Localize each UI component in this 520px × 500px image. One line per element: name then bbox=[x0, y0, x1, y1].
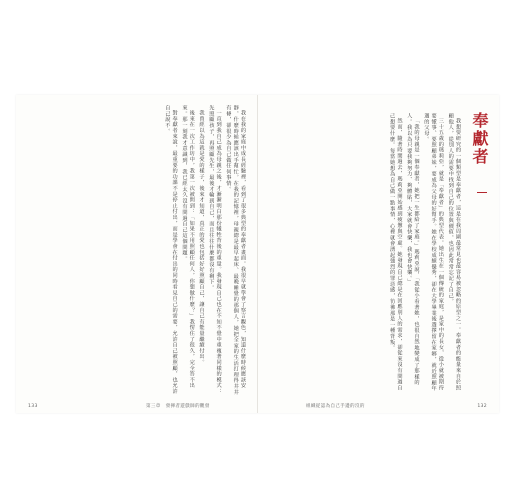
paragraph: 一直到我自己成為母親之後，才漸漸明白那份犧牲背後的重量。我發現自己也在不知不覺中重複著同樣的模式：先照顧孩子，再照顧先生，最後才輪到自己，而且往往什麼都沒有剩下。 bbox=[208, 105, 222, 395]
paragraph: 對奉獻者來說，最重要的功課不是停止付出，而是學會在付出的同時看見自己的需要，允許自己被照顧，也允許自己說不。 bbox=[164, 105, 178, 395]
left-page bbox=[16, 95, 257, 413]
paragraph: 後來在一次工作坊中，我第一次被問到：「如果不用照顧任何人，你想做什麼？」我愣住了很久，完全答不出來。那一刻我才意識到，我已經太久沒有問過自己這個問題。 bbox=[181, 105, 195, 389]
page-number-left: 133 bbox=[28, 404, 38, 409]
paragraph: 「我的母親是一個奉獻者，她把一生都給了家庭。」瑪莉亞說，「我從小看著她，也很自然地變成了那樣的人。我以為只要我夠努力、夠體貼，大家就會快樂，我也會快樂。」 bbox=[406, 113, 420, 386]
right-body-text bbox=[267, 113, 461, 394]
book-spread bbox=[16, 95, 499, 413]
paragraph: 我曾經以為這就是愛的樣子，後來才知道，真正的愛也包括好好照顧自己，讓自己有能量繼續付出。 bbox=[198, 110, 205, 366]
paragraph: 三十五歲的瑪莉亞，就是「奉獻者」的典型代表。她出生在一個傳統的家庭，是家中的長女，從小就被期待要懂事、要照顧弟妹，要成為父母的好幫手。她在學校成績優秀，卻在大學畢業後選擇留在家鄉，就近照顧年邁的父母。 bbox=[423, 113, 444, 392]
title-rule bbox=[477, 192, 487, 193]
paragraph: 我想要研究的一個類型是奉獻者，這是在我周圍最常見也最容易被忽略的原型之一。奉獻者的能量來自於照顧他人，從別人的需要中找到自己的位置與價值，也因此常常忘記了自己。 bbox=[447, 113, 461, 391]
left-body-text bbox=[18, 105, 246, 395]
paragraph: 我在我的家庭中成長經驗裡，看到了很多典型的奉獻者畫面。我很早就學會了察言觀色，知道什麼時候應該安靜，什麼時候應該出手幫忙。在我的記憶裡，母親總是最早起床、最晚睡覺的那個人，她把全家的生活打理得井井有條，卻很少為自己做任何事情。 bbox=[225, 105, 246, 395]
page-number-right: 132 bbox=[477, 404, 487, 409]
chapter-title: 奉獻者 bbox=[470, 112, 489, 166]
right-page bbox=[258, 95, 499, 413]
running-head-right: 組織從認為自己手邊的沒的 bbox=[306, 404, 365, 409]
paragraph: 然而，隨著時間過去，瑪莉亞開始感到疲憊與空虛。她發現自己總是在回應別人的需求，卻從來沒有問過自己想要什麼。每當她想為自己做一點事情，心裡就會湧起強烈的罪惡感，彷彿那是一種背叛。 bbox=[389, 113, 403, 391]
running-head-left: 第三章 發揮者遊戲師的觀發 bbox=[146, 404, 210, 409]
